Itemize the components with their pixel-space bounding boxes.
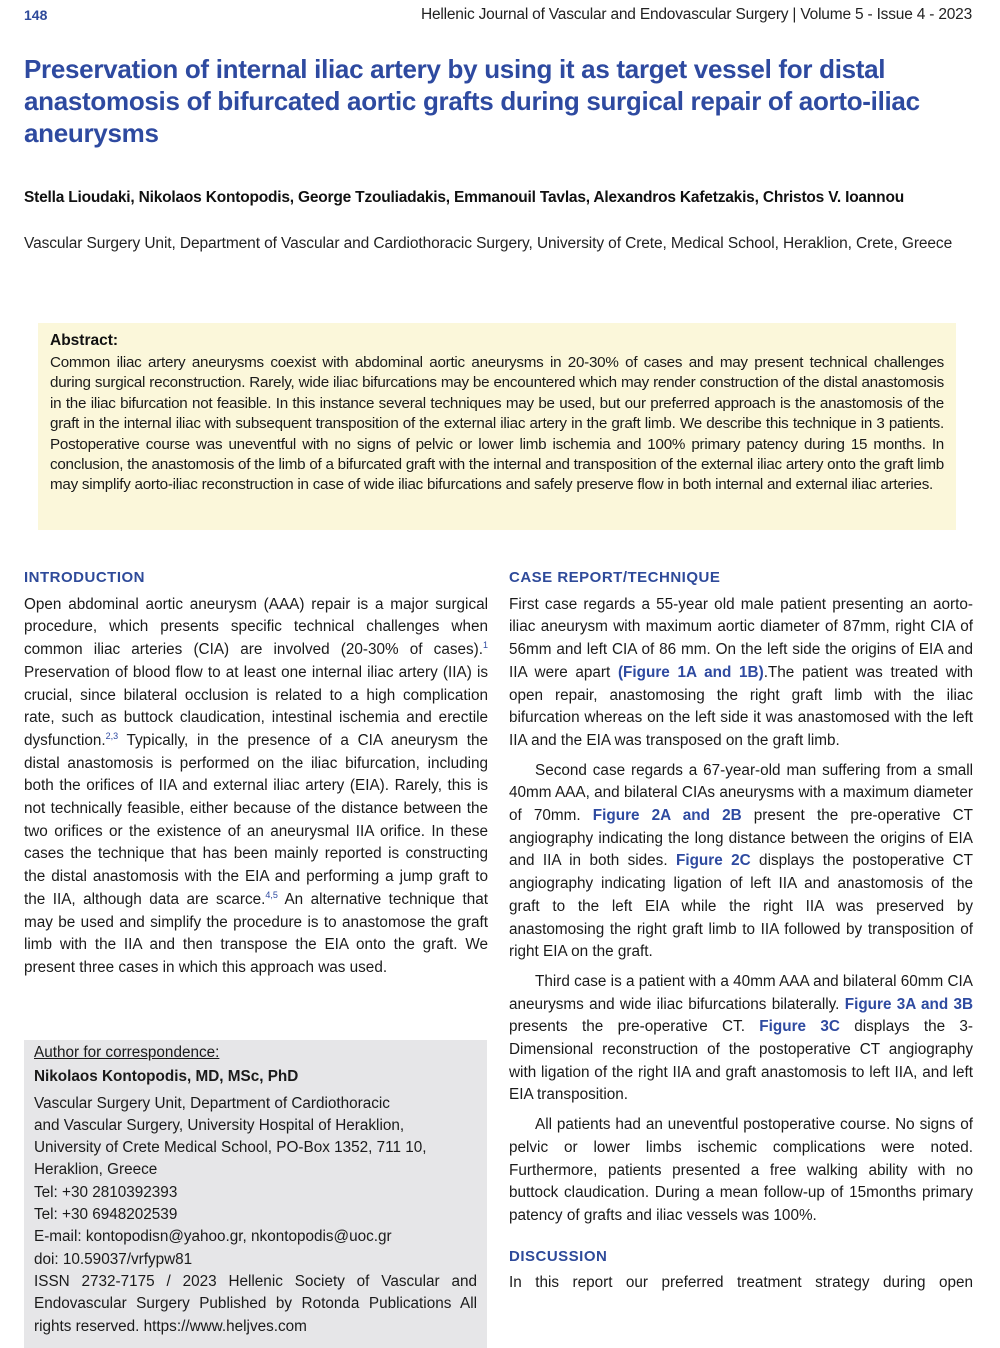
case3-text-2: presents the pre-operative CT. [509, 1018, 760, 1036]
case2-text-3: displays the postoperative CT angiography indicating ligation of left IIA and anastomosis of the graft to the left EIA while the right IIA was preserved by anastomosing the right graft limb to IIA followed by transposition of right EIA on the graft. [509, 852, 973, 961]
article-title: Preservation of internal iliac artery by using it as target vessel for distal anastomosis of bifurcated aortic grafts during surgical repair of aorto-iliac aneurysms [24, 54, 920, 148]
discussion-paragraph: In this report our preferred treatment strategy during open [509, 1274, 973, 1292]
doi[interactable]: doi: 10.59037/vrfypw81 [34, 1250, 193, 1268]
case2-text-2: present the pre-operative CT angiography indicating the long distance between the origins of EIA and IIA in both sides. [509, 807, 973, 870]
journal-info: Hellenic Journal of Vascular and Endovascular Surgery | Volume 5 - Issue 4 - 2023 [420, 6, 972, 23]
case3-text-3: displays the 3-Dimensional reconstruction of the postoperative CT angiography with ligation of the right IIA and graft anastomosis to left IIA, and left EIA transposition. [509, 1018, 974, 1104]
intro-text-1: Open abdominal aortic aneurysm (AAA) repair is a major surgical procedure, which presents specific technical challenges when common iliac arteries (CIA) are involved (20-30% of cases). [24, 595, 488, 659]
figure-link[interactable]: Figure 2C [675, 852, 751, 870]
intro-text-3: Typically, in the presence of a CIA aneurysm the distal anastomosis is performed on the iliac bifurcation, including both the orifices of IIA and external iliac artery (EIA). Rarely, this is not technically feasible, either because of the distance between the two orifices or the existence of an aneurysmal IIA orifice. In these cases the technique that has been mainly reported is constructing the distal anastomosis with the EIA and performing a jump graft to the IIA, although data are scarce. [24, 731, 488, 908]
citation-link[interactable]: 1 [482, 640, 488, 651]
figure-link[interactable]: Figure 3A and 3B [844, 995, 973, 1013]
telephone-1: Tel: +30 2810392393 [34, 1183, 178, 1201]
abstract-text: Common iliac artery aneurysms coexist with abdominal aortic aneurysms in 20-30% of cases and may present technical challenges during surgical reconstruction. Rarely, wide iliac bifurcations may be encountered which may render construction of the distal anastomosis in the iliac bifurcation not feasible. In this instance several techniques may be used, but our preferred approach is the anastomosis of the graft in the internal iliac with subsequent transposition of the external iliac artery in the graft limb. We describe this technique in 3 patients. Postoperative course was uneventful with no signs of pelvic or lower limb ischemia and 100% primary patency during 15 months. In conclusion, the anastomosis of the limb of a bifurcated graft with the internal and transposition of the external iliac artery onto the graft limb may simplify aorto-iliac reconstruction in case of wide iliac bifurcations and safely preserve flow in both internal and external iliac arteries. [50, 354, 944, 494]
introduction-heading: INTRODUCTION [24, 569, 145, 586]
address-line: and Vascular Surgery, University Hospital of Heraklion, [34, 1116, 405, 1134]
figure-link[interactable]: (Figure 1A and 1B) [617, 663, 764, 681]
figure-link[interactable]: Figure 2A and 2B [592, 807, 742, 825]
address-line: Vascular Surgery Unit, Department of Cardiothoracic [34, 1094, 390, 1112]
case-paragraph-2 [509, 760, 973, 964]
figure-link[interactable]: Figure 3C [759, 1018, 840, 1036]
outcome-paragraph: All patients had an uneventful postoperative course. No signs of pelvic or lower limbs ischemic complications were noted. Furthermore, patients presented a free walking ability with no buttock claudication. During a mean follow-up of 15months primary patency of grafts and iliac vessels was 100%. [509, 1116, 973, 1224]
telephone-2: Tel: +30 6948202539 [34, 1206, 178, 1224]
correspondence-name: Nikolaos Kontopodis, MD, MSc, PhD [34, 1068, 299, 1086]
case-paragraph-1 [509, 594, 973, 753]
intro-text-4: An alternative technique that may be used and simplify the procedure is to anastomose the graft limb with the IIA and then transpose the EIA onto the graft. We present three cases in which this approach was used. [24, 890, 488, 976]
case-report-heading: CASE REPORT/TECHNIQUE [509, 569, 721, 586]
correspondence-box [24, 1040, 487, 1348]
author-list: Stella Lioudaki, Nikolaos Kontopodis, George Tzouliadakis, Emmanouil Tavlas, Alexandros Kafetzakis, Christos V. Ioannou [24, 189, 904, 206]
abstract-box [38, 323, 956, 530]
email[interactable]: E-mail: kontopodisn@yahoo.gr, nkontopodis@uoc.gr [34, 1228, 392, 1246]
abstract-heading: Abstract: [50, 332, 119, 349]
case1-text-2: .The patient was treated with open repair, anastomosing the right graft limb with the iliac bifurcation whereas on the left side it was anastomosed with the left IIA and the EIA was transposed on the graft limb. [509, 663, 973, 749]
case1-text: First case regards a 55-year old male patient presenting an aorto-iliac aneurysm with maximum aortic diameter of 87mm, right CIA of 56mm and left CIA of 86 mm. On the left side the origins of EIA and IIA were apart [509, 595, 973, 681]
intro-text-2: Preservation of blood flow to at least one internal iliac artery (IIA) is crucial, since bilateral occlusion is related to a high complication rate, such as buttock claudication, intestinal ischemia and erectile dysfunction. [24, 663, 488, 749]
copyright-notice: ISSN 2732-7175 / 2023 Hellenic Society of Vascular and Endovascular Surgery Published by Rotonda Publications All rights reserved. https://www.heljves.com [34, 1272, 477, 1335]
discussion-heading: DISCUSSION [509, 1247, 608, 1265]
left-column [24, 567, 488, 980]
right-column [509, 567, 973, 1295]
case-paragraph-3 [509, 971, 973, 1107]
case3-text: Third case is a patient with a 40mm AAA and bilateral 60mm CIA aneurysms and wide iliac bifurcations bilaterally. [509, 972, 973, 1013]
page-number: 148 [24, 7, 48, 23]
affiliation: Vascular Surgery Unit, Department of Vascular and Cardiothoracic Surgery, University of Crete, Medical School, Heraklion, Crete, Greece [24, 235, 953, 252]
citation-link[interactable]: 2,3 [105, 730, 119, 741]
correspondence-label: Author for correspondence: [34, 1044, 220, 1061]
introduction-paragraph [24, 594, 488, 980]
address-line: University of Crete Medical School, PO-Box 1352, 711 10, [34, 1139, 427, 1157]
address-line: Heraklion, Greece [34, 1161, 158, 1179]
citation-link[interactable]: 4,5 [265, 889, 278, 900]
case2-text: Second case regards a 67-year-old man suffering from a small 40mm AAA, and bilateral CIAs aneurysms with a maximum diameter of 70mm. [509, 761, 973, 825]
